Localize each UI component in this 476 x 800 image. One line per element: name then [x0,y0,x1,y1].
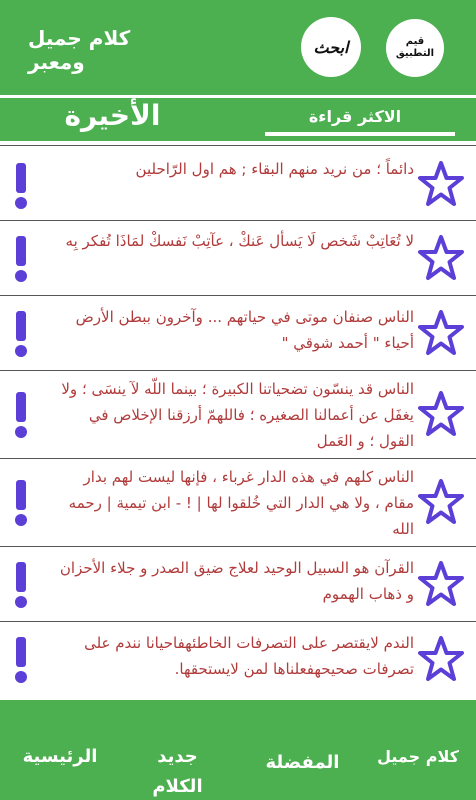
report-icon[interactable] [10,560,32,610]
report-icon[interactable] [10,390,32,440]
app-title: كلام جميل ومعبر [28,26,131,74]
list-item[interactable] [0,459,476,547]
bottom-navigation [0,700,476,800]
report-icon[interactable] [10,478,32,528]
list-item[interactable] [0,547,476,622]
rate-app-button[interactable]: قيم التطبيق [386,19,444,77]
tab-most-read[interactable]: الاكثر قراءة [308,107,402,126]
list-item[interactable] [0,371,476,459]
quote-text: الندم لايقتصر على التصرفات الخاطئهفاحيانا نندم على تصرفات صحيحهفعلناها لمن لايستحقها. [84,634,414,678]
report-icon[interactable] [10,161,32,211]
nav-home[interactable]: الرئيسية [22,746,98,767]
quote-text: الناس قد ينسّون تضحياتنا الكبيرة ؛ بينما اللّه لآ ينسَى ؛ ولا يغفَل عن أعمالنا الصغيره ؛ فاللهمّ أرزقنا الإخلاص في القول ؛ و العَمل [61,380,414,450]
report-icon[interactable] [10,234,32,284]
list-item[interactable] [0,145,476,221]
quote-text: القرآن هو السبيل الوحيد لعلاج ضيق الصدر و جلاء الأحزان و ذهاب الهموم [59,559,414,603]
quote-text: الناس كلهم في هذه الدار غرباء ، فإنها ليست لهم بدار مقام ، ولا هي الدار التي خُلقوا لها | ! - ابن تيمية | رحمه الله [68,468,414,538]
list-item[interactable] [0,622,476,698]
favorite-star-icon[interactable] [418,479,464,525]
search-button[interactable]: ابحث [301,17,361,77]
tab-latest[interactable]: الأخيرة [64,99,161,132]
favorite-star-icon[interactable] [418,235,464,281]
selected-tab-indicator [265,132,455,136]
list-item[interactable] [0,296,476,371]
nav-favorites[interactable]: المفضلة [265,752,340,773]
favorite-star-icon[interactable] [418,636,464,682]
list-item[interactable] [0,221,476,296]
favorite-star-icon[interactable] [418,561,464,607]
favorite-star-icon[interactable] [418,161,464,207]
nav-new-quotes[interactable]: جديد الكلام [152,746,203,797]
favorite-star-icon[interactable] [418,310,464,356]
nav-nice-words[interactable]: كلام جميل [377,747,459,766]
quote-text: لا تُعَاتِبْ شَخص لَا يَسأل عَنكْ ، عآتِبْ نَفسكْ لمَاذَا تُفكر بِه [65,232,414,250]
quotes-list [0,145,476,698]
tab-bar [0,95,476,141]
quote-text: دائماً ؛ من نريد منهم البقاء ; هم اول الرّاحلين [135,160,414,178]
report-icon[interactable] [10,309,32,359]
report-icon[interactable] [10,635,32,685]
app-header [0,0,476,95]
favorite-star-icon[interactable] [418,391,464,437]
quote-text: الناس صنفان موتى في حياتهم ... وآخرون ببطن الأرض أحياء " أحمد شوقي " [75,308,414,352]
